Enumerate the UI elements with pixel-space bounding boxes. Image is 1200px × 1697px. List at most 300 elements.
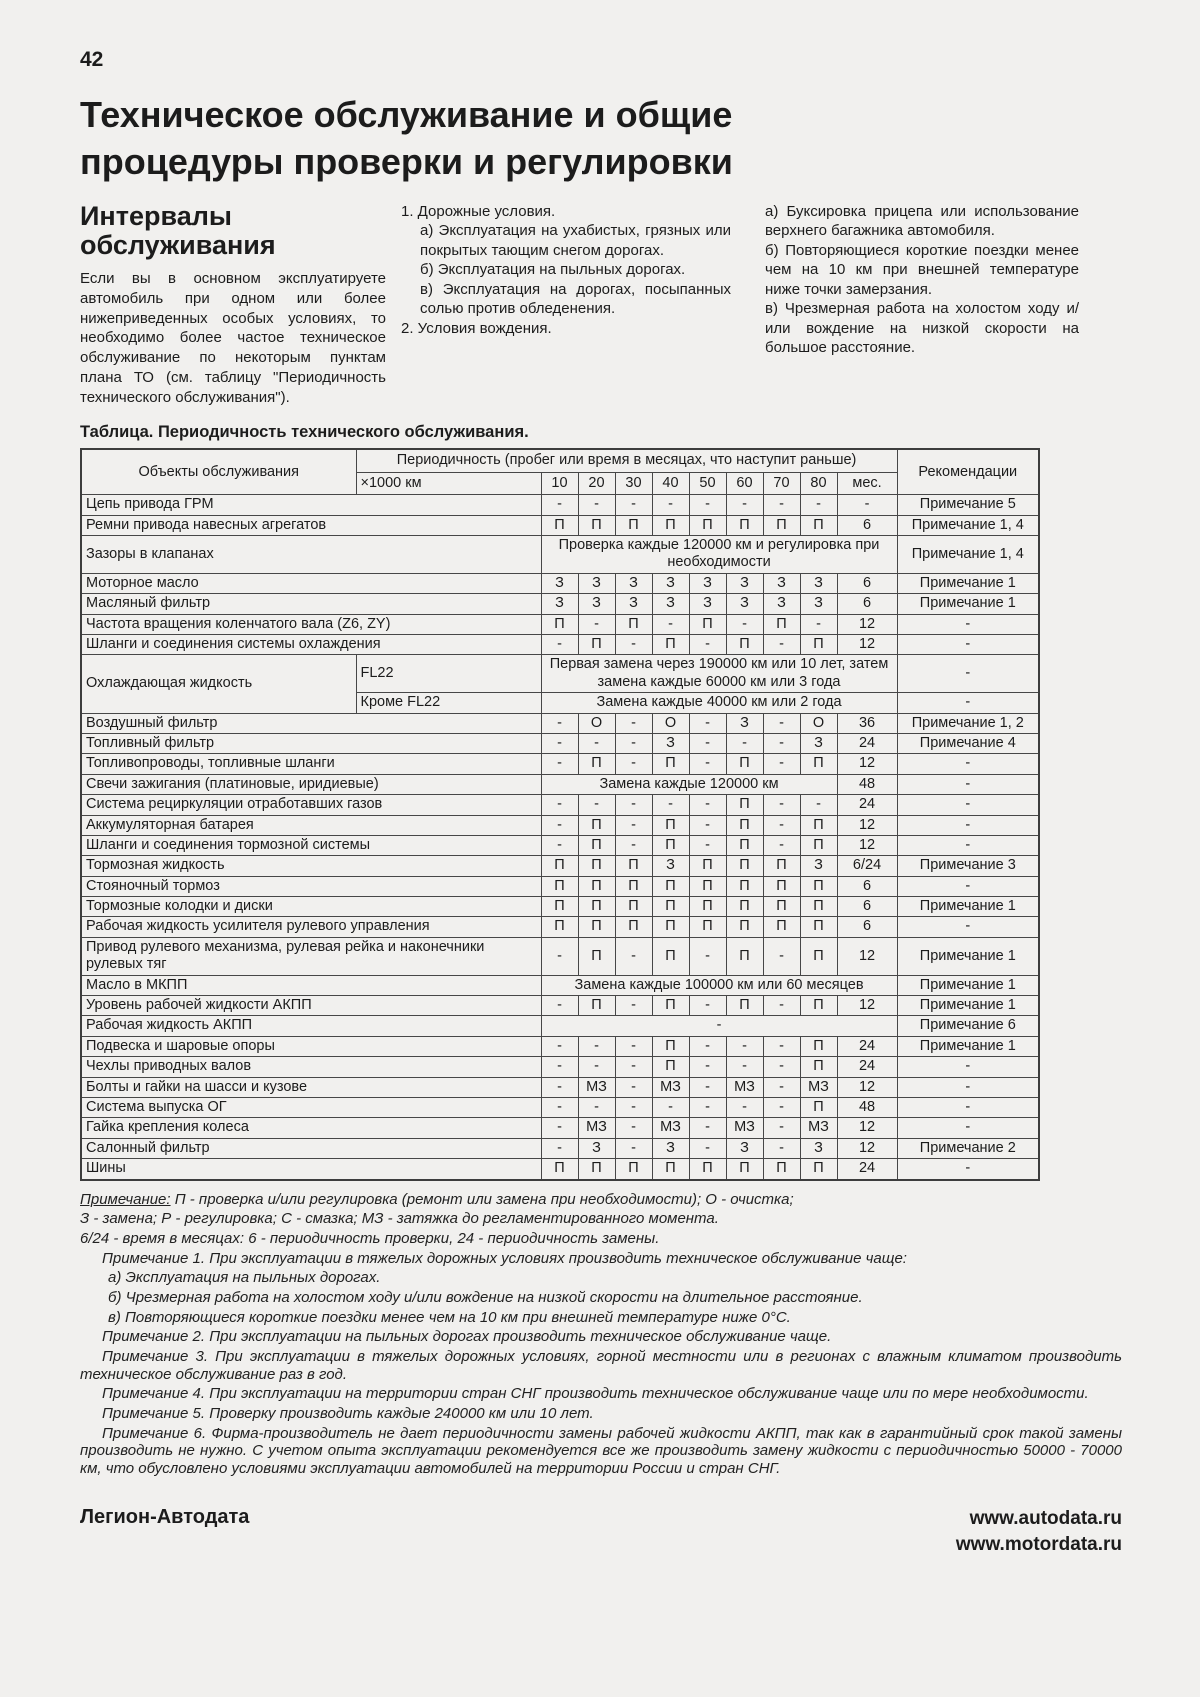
interval-cell: МЗ [800,1077,837,1097]
interval-cell: - [541,1097,578,1117]
row-label: Моторное масло [81,573,541,593]
legend-continuation [80,1210,1122,1247]
interval-cell: МЗ [652,1077,689,1097]
row-label: Стояночный тормоз [81,876,541,896]
interval-cell: - [689,713,726,733]
interval-cell: П [615,917,652,937]
row-recommendation: - [897,1077,1039,1097]
months-cell: 24 [837,1057,897,1077]
interval-cell: З [541,594,578,614]
interval-cell: З [763,573,800,593]
interval-cell: - [541,713,578,733]
row-label: Охлаждающая жидкость [81,655,356,713]
interval-cell: - [763,1097,800,1117]
interval-cell: - [652,614,689,634]
row-label: Система рециркуляции отработавших газов [81,795,541,815]
condition-item: а) Эксплуатация на ухабистых, грязных или покрытых тающим снегом дорогах. [420,222,731,259]
interval-cell: П [726,856,763,876]
months-cell: 6 [837,876,897,896]
interval-cell: - [541,815,578,835]
table-row [81,1118,1039,1138]
interval-cell: П [763,1159,800,1180]
note-item: а) Эксплуатация на пыльных дорогах. [108,1269,381,1287]
interval-cell: П [726,937,763,975]
interval-cell: - [652,795,689,815]
interval-cell: О [578,713,615,733]
interval-cell: П [726,754,763,774]
interval-cell: П [652,815,689,835]
interval-cell: П [800,635,837,655]
interval-cell: П [689,917,726,937]
interval-cell: - [800,614,837,634]
interval-cell: П [615,897,652,917]
table-row [81,713,1039,733]
interval-cell: П [652,996,689,1016]
row-label: Шланги и соединения системы охлаждения [81,635,541,655]
interval-cell: - [763,937,800,975]
row-recommendation: Примечание 6 [897,1016,1039,1036]
table-row [81,975,1039,995]
row-recommendation: Примечание 1 [897,897,1039,917]
interval-cell: П [689,876,726,896]
interval-cell: П [689,515,726,535]
row-span-value: Замена каждые 120000 км [541,774,837,794]
interval-cell: П [652,515,689,535]
interval-cell: П [578,815,615,835]
interval-cell: - [615,815,652,835]
table-header-row-1 [81,449,1039,472]
header-recommendations: Рекомендации [897,449,1039,494]
interval-cell: - [800,495,837,515]
interval-cell: - [615,1036,652,1056]
row-label: Салонный фильтр [81,1138,541,1158]
notes-section [80,1191,1122,1478]
interval-cell: П [652,937,689,975]
row-recommendation: Примечание 1 [897,975,1039,995]
interval-cell: З [800,573,837,593]
intro-columns [80,202,1122,408]
interval-cell: З [615,594,652,614]
interval-cell: - [763,754,800,774]
condition-item: в) Чрезмерная работа на холостом ходу и/или вождение на низкой скорости на большое расстояние. [765,300,1079,357]
interval-cell: П [541,515,578,535]
row-label: Тормозные колодки и диски [81,897,541,917]
interval-cell: З [578,1138,615,1158]
interval-cell: - [689,635,726,655]
interval-cell: - [541,1036,578,1056]
row-recommendation: - [897,754,1039,774]
interval-cell: - [763,713,800,733]
table-row [81,897,1039,917]
row-span-value: Замена каждые 100000 км или 60 месяцев [541,975,897,995]
months-cell: 24 [837,1036,897,1056]
interval-cell: МЗ [578,1077,615,1097]
interval-cell: П [689,856,726,876]
legend-label: Примечание: [80,1190,171,1208]
interval-cell: П [652,835,689,855]
row-recommendation: - [897,795,1039,815]
row-recommendation: Примечание 1 [897,594,1039,614]
interval-cell: - [578,733,615,753]
intro-column-1 [80,202,386,408]
row-recommendation: Примечание 1 [897,1036,1039,1056]
interval-cell: З [652,856,689,876]
interval-cell: - [578,1097,615,1117]
interval-cell: - [689,815,726,835]
interval-cell: П [578,515,615,535]
interval-cell: - [726,733,763,753]
interval-cell: - [689,1057,726,1077]
interval-cell: - [763,1138,800,1158]
row-recommendation: Примечание 1 [897,573,1039,593]
interval-cell: П [615,856,652,876]
months-cell: 48 [837,1097,897,1117]
interval-cell: П [652,876,689,896]
interval-cell: О [652,713,689,733]
note-item: Примечание 1. При эксплуатации в тяжелых дорожных условиях производить техническое обслуживание чаще: [102,1249,907,1267]
interval-cell: - [763,1057,800,1077]
interval-cell: З [578,573,615,593]
row-recommendation: Примечание 3 [897,856,1039,876]
interval-cell: П [652,897,689,917]
interval-cell: П [726,635,763,655]
condition-item: 2. Условия вождения. [401,319,552,337]
header-months: мес. [837,472,897,494]
table-row [81,614,1039,634]
interval-cell: П [763,897,800,917]
interval-cell: П [578,897,615,917]
months-cell: 12 [837,754,897,774]
interval-cell: - [763,635,800,655]
interval-cell: З [652,594,689,614]
interval-cell: П [726,876,763,896]
table-row [81,795,1039,815]
interval-cell: - [615,1097,652,1117]
table-row [81,754,1039,774]
interval-cell: П [615,876,652,896]
interval-cell: П [800,876,837,896]
months-cell: 12 [837,1138,897,1158]
interval-cell: - [541,1057,578,1077]
row-label: Топливный фильтр [81,733,541,753]
interval-cell: З [800,733,837,753]
legend-line-1 [80,1191,1122,1209]
row-label: Частота вращения коленчатого вала (Z6, ZY) [81,614,541,634]
row-recommendation: - [897,815,1039,835]
interval-cell: - [615,635,652,655]
table-row [81,1138,1039,1158]
note-item: Примечание 4. При эксплуатации на территории стран СНГ производить техническое обслуживание чаще или по мере необходимости. [102,1385,1089,1403]
header-km-40: 40 [652,472,689,494]
interval-cell: - [615,495,652,515]
header-km-70: 70 [763,472,800,494]
table-header [81,449,1039,494]
interval-cell: П [541,876,578,896]
page-title [80,92,1122,186]
table-row [81,1077,1039,1097]
interval-cell: П [578,754,615,774]
row-label: Рабочая жидкость АКПП [81,1016,541,1036]
months-cell: 6 [837,594,897,614]
interval-cell: - [541,1118,578,1138]
interval-cell: - [726,614,763,634]
interval-cell: П [726,795,763,815]
interval-cell: - [578,495,615,515]
interval-cell: П [726,996,763,1016]
interval-cell: - [763,795,800,815]
row-label: Рабочая жидкость усилителя рулевого управления [81,917,541,937]
interval-cell: - [689,835,726,855]
interval-cell: П [800,815,837,835]
interval-cell: - [541,996,578,1016]
interval-cell: МЗ [726,1077,763,1097]
interval-cell: П [578,937,615,975]
row-sublabel: FL22 [356,655,541,693]
table-row [81,635,1039,655]
interval-cell: П [763,856,800,876]
row-recommendation: - [897,917,1039,937]
maintenance-schedule-table [80,448,1040,1180]
interval-cell: - [726,1097,763,1117]
row-label: Система выпуска ОГ [81,1097,541,1117]
row-label: Привод рулевого механизма, рулевая рейка и наконечники рулевых тяг [81,937,541,975]
interval-cell: - [763,835,800,855]
intro-paragraph: Если вы в основном эксплуатируете автомобиль при одном или более нижеприведенных особых условиях, то необходимо более частое техническое обслуживание по некоторым пунктам плана ТО (см. таблицу "Периодичность технического обслуживания"). [80,269,386,406]
row-span-value: Замена каждые 40000 км или 2 года [541,693,897,713]
interval-cell: - [578,1057,615,1077]
table-caption: Таблица. Периодичность технического обслуживания. [80,423,529,442]
interval-cell: П [578,876,615,896]
header-periodicity: Периодичность (пробег или время в месяцах, что наступит раньше) [356,449,897,472]
interval-cell: - [763,495,800,515]
interval-cell: П [800,917,837,937]
interval-cell: МЗ [726,1118,763,1138]
interval-cell: П [763,917,800,937]
row-label: Чехлы приводных валов [81,1057,541,1077]
interval-cell: П [763,515,800,535]
legend-first-text: П - проверка и/или регулировка (ремонт или замена при необходимости); О - очистка; [174,1190,794,1208]
interval-cell: З [763,594,800,614]
interval-cell: П [652,1057,689,1077]
months-cell: 12 [837,614,897,634]
interval-cell: - [615,754,652,774]
interval-cell: П [726,835,763,855]
table-row [81,1036,1039,1056]
interval-cell: - [578,1036,615,1056]
interval-cell: - [689,795,726,815]
row-label: Болты и гайки на шасси и кузове [81,1077,541,1097]
table-row [81,1097,1039,1117]
interval-cell: - [615,1138,652,1158]
interval-cell: П [615,515,652,535]
maintenance-table-body [81,495,1039,1180]
row-recommendation: - [897,693,1039,713]
row-label: Гайка крепления колеса [81,1118,541,1138]
intro-column-3 [746,202,1079,408]
row-label: Зазоры в клапанах [81,536,541,574]
interval-cell: - [578,795,615,815]
row-span-value: Первая замена через 190000 км или 10 лет, затем замена каждые 60000 км или 3 года [541,655,897,693]
page-title-line2: процедуры проверки и регулировки [80,140,733,182]
interval-cell: З [800,1138,837,1158]
row-label: Аккумуляторная батарея [81,815,541,835]
interval-cell: - [652,495,689,515]
interval-cell: П [763,876,800,896]
row-recommendation: - [897,1118,1039,1138]
months-cell: 6 [837,515,897,535]
header-km-60: 60 [726,472,763,494]
note-item: Примечание 2. При эксплуатации на пыльных дорогах производить техническое обслуживание чаще. [102,1328,832,1346]
legend-line: З - замена; Р - регулировка; С - смазка; МЗ - затяжка до регламентированного момента. [80,1210,719,1228]
row-label: Топливопроводы, топливные шланги [81,754,541,774]
row-recommendation: - [897,1057,1039,1077]
interval-cell: П [726,815,763,835]
table-row [81,495,1039,515]
interval-cell: - [689,754,726,774]
interval-cell: МЗ [578,1118,615,1138]
interval-cell: П [652,1036,689,1056]
row-recommendation: Примечание 4 [897,733,1039,753]
header-km-80: 80 [800,472,837,494]
header-km-label: ×1000 км [356,472,541,494]
interval-cell: - [615,713,652,733]
header-km-30: 30 [615,472,652,494]
condition-item: в) Эксплуатация на дорогах, посыпанных солью против обледенения. [420,280,731,318]
months-cell: - [837,495,897,515]
interval-cell: П [763,614,800,634]
interval-cell: З [689,573,726,593]
interval-cell: З [652,733,689,753]
table-row [81,917,1039,937]
months-cell: 12 [837,996,897,1016]
table-row [81,1057,1039,1077]
interval-cell: - [763,1118,800,1138]
interval-cell: З [726,573,763,593]
row-label: Свечи зажигания (платиновые, иридиевые) [81,774,541,794]
condition-item: 1. Дорожные условия. [401,202,556,220]
interval-cell: П [541,917,578,937]
interval-cell: З [800,856,837,876]
page-number: 42 [80,48,104,71]
interval-cell: - [800,795,837,815]
interval-cell: П [800,996,837,1016]
interval-cell: З [800,594,837,614]
intro-column-2 [401,202,731,408]
interval-cell: П [541,897,578,917]
row-recommendation: Примечание 5 [897,495,1039,515]
row-label: Цепь привода ГРМ [81,495,541,515]
interval-cell: МЗ [800,1118,837,1138]
interval-cell: З [689,594,726,614]
months-cell: 12 [837,835,897,855]
table-row [81,655,1039,693]
row-sublabel: Кроме FL22 [356,693,541,713]
interval-cell: З [541,573,578,593]
months-cell: 12 [837,1118,897,1138]
interval-cell: - [726,1057,763,1077]
row-label: Ремни привода навесных агрегатов [81,515,541,535]
row-label: Масляный фильтр [81,594,541,614]
row-label: Тормозная жидкость [81,856,541,876]
interval-cell: П [800,1159,837,1180]
interval-cell: П [578,635,615,655]
table-row [81,1016,1039,1036]
interval-cell: О [800,713,837,733]
table-row [81,733,1039,753]
interval-cell: З [578,594,615,614]
header-km-50: 50 [689,472,726,494]
note-item: б) Чрезмерная работа на холостом ходу и/или вождение на низкой скорости на длительное расстояние. [108,1288,863,1306]
row-recommendation: Примечание 1 [897,937,1039,975]
row-span-value: Проверка каждые 120000 км и регулировка при необходимости [541,536,897,574]
legend-line: 6/24 - время в месяцах: 6 - периодичность проверки, 24 - периодичность замены. [80,1229,660,1247]
interval-cell: - [578,614,615,634]
interval-cell: - [763,1036,800,1056]
interval-cell: - [541,733,578,753]
row-label: Масло в МКПП [81,975,541,995]
interval-cell: П [689,897,726,917]
note-item: в) Повторяющиеся короткие поездки менее чем на 10 км при внешней температуре ниже 0°С. [108,1308,791,1326]
interval-cell: П [689,614,726,634]
row-span-value: - [541,1016,897,1036]
interval-cell: П [800,1097,837,1117]
interval-cell: П [578,1159,615,1180]
row-recommendation: - [897,774,1039,794]
row-recommendation: - [897,876,1039,896]
row-recommendation: Примечание 2 [897,1138,1039,1158]
interval-cell: - [763,996,800,1016]
interval-cell: П [800,897,837,917]
interval-cell: П [726,917,763,937]
note-item: Примечание 3. При эксплуатации в тяжелых дорожных условиях, горной местности или в регионах с влажным климатом производить техническое обслуживание раз в год. [80,1348,1122,1383]
table-row [81,573,1039,593]
interval-cell: - [689,1118,726,1138]
table-row [81,937,1039,975]
interval-cell: - [652,1097,689,1117]
row-label: Воздушный фильтр [81,713,541,733]
interval-cell: - [689,1036,726,1056]
condition-item: б) Повторяющиеся короткие поездки менее чем на 10 км при внешней температуре ниже точки замерзания. [765,241,1079,298]
interval-cell: П [578,917,615,937]
interval-cell: П [800,515,837,535]
publisher-name: Легион-Автодата [80,1505,250,1528]
interval-cell: З [726,1138,763,1158]
interval-cell: - [689,495,726,515]
interval-cell: - [763,815,800,835]
interval-cell: - [541,635,578,655]
interval-cell: - [726,1036,763,1056]
months-cell: 36 [837,713,897,733]
row-recommendation: Примечание 1 [897,996,1039,1016]
interval-cell: З [652,573,689,593]
row-recommendation: - [897,835,1039,855]
interval-cell: П [800,1036,837,1056]
row-recommendation: - [897,614,1039,634]
interval-cell: - [541,1077,578,1097]
row-label: Шины [81,1159,541,1180]
interval-cell: - [689,996,726,1016]
row-label: Уровень рабочей жидкости АКПП [81,996,541,1016]
interval-cell: - [615,996,652,1016]
months-cell: 6 [837,573,897,593]
interval-cell: З [726,713,763,733]
note-item: Примечание 5. Проверку производить каждые 240000 км или 10 лет. [102,1405,594,1423]
header-km-20: 20 [578,472,615,494]
condition-item: б) Эксплуатация на пыльных дорогах. [420,261,686,279]
table-row [81,774,1039,794]
interval-cell: П [615,614,652,634]
interval-cell: П [578,835,615,855]
